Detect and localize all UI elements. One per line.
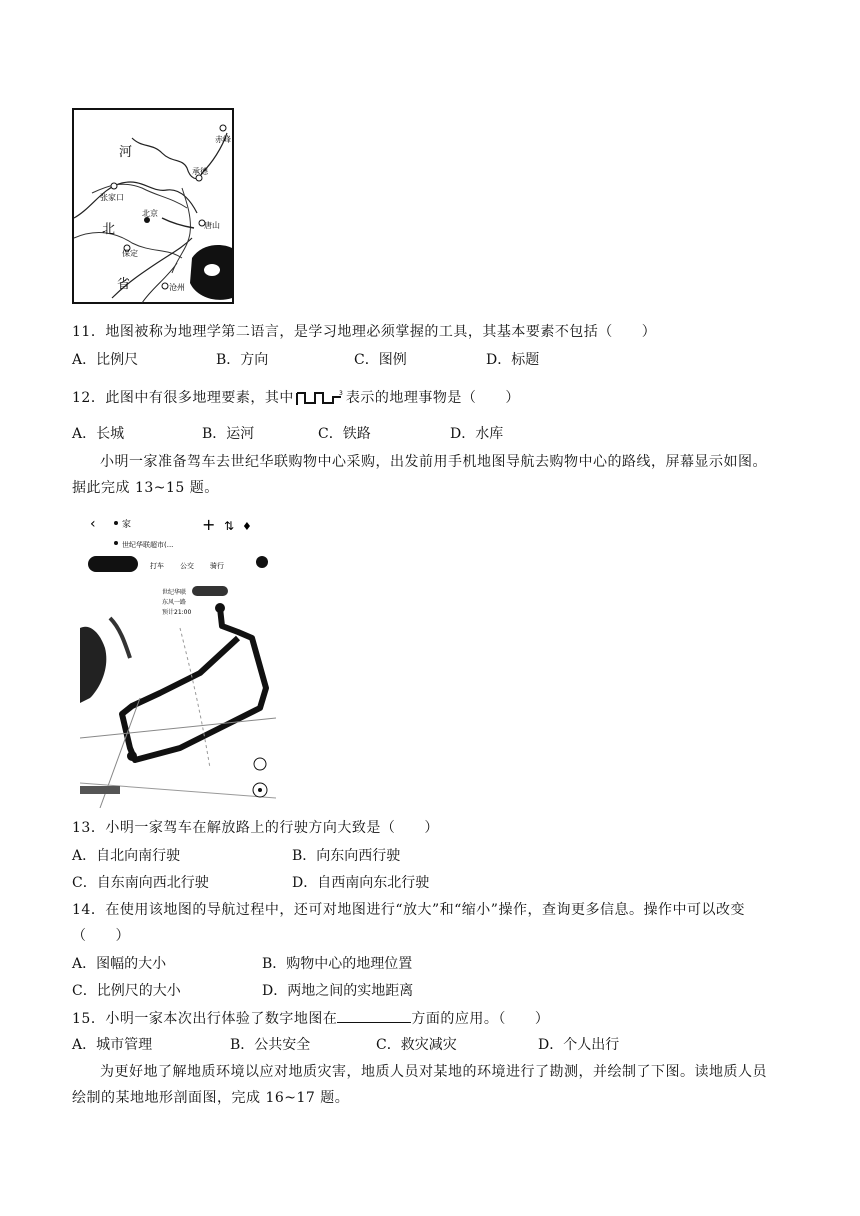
voice-icon: ♦ bbox=[242, 520, 252, 533]
q12-option-c: C．铁路 bbox=[318, 426, 371, 442]
svg-text:3: 3 bbox=[338, 390, 344, 397]
mode-bike: 骑行 bbox=[210, 562, 224, 570]
q14-option-c: C．比例尺的大小 bbox=[72, 983, 181, 999]
q15-option-a: A．城市管理 bbox=[72, 1037, 153, 1053]
q14-option-d: D．两地之间的实地距离 bbox=[262, 983, 414, 999]
map-label-bei: 北 bbox=[102, 222, 116, 237]
map-label-cangzhou: 沧州 bbox=[169, 283, 185, 292]
q11-stem: 11．地图被称为地理学第二语言，是学习地理必须掌握的工具，其基本要素不包括（ ） bbox=[72, 324, 657, 340]
callout-line1: 世纪华联 bbox=[162, 589, 187, 596]
mode-taxi: 打车 bbox=[150, 562, 164, 570]
hebei-map-figure bbox=[72, 108, 234, 304]
q12-stem bbox=[72, 388, 520, 408]
back-arrow-icon: ‹ bbox=[90, 516, 96, 532]
q12-option-b: B．运河 bbox=[202, 426, 255, 442]
map-label-tangshan: 唐山 bbox=[204, 221, 220, 230]
swap-icon: ⇅ bbox=[224, 519, 235, 533]
map-label-baoding: 保定 bbox=[122, 249, 138, 258]
q12-stem-after: 表示的地理事物是（ ） bbox=[345, 390, 520, 406]
q14-option-b: B．购物中心的地理位置 bbox=[262, 956, 413, 972]
q14-stem-line1: 14．在使用该地图的导航过程中，还可对地图进行“放大”和“缩小”操作，查询更多信息。操作中可以改变 bbox=[72, 902, 745, 918]
navigation-map-figure bbox=[80, 508, 276, 808]
q15-option-c: C．救灾减灾 bbox=[376, 1037, 457, 1053]
q13-option-c: C．自东南向西北行驶 bbox=[72, 875, 209, 891]
q13-option-b: B．向东向西行驶 bbox=[292, 848, 401, 864]
great-wall-symbol-icon bbox=[295, 389, 345, 407]
intro13-line2: 据此完成 13~15 题。 bbox=[72, 480, 219, 496]
map-label-he: 河 bbox=[119, 145, 133, 160]
intro16-line1: 为更好地了解地质环境以应对地质灾害，地质人员对某地的环境进行了勘测，并绘制了下图。读地质人员 bbox=[100, 1064, 767, 1080]
mode-bus: 公交 bbox=[180, 562, 194, 570]
route-origin-label: 家 bbox=[122, 520, 132, 530]
q15-stem-after: 方面的应用。（ ） bbox=[411, 1011, 550, 1027]
q11-option-a: A．比例尺 bbox=[72, 352, 139, 368]
callout-line3: 预计21:00 bbox=[162, 609, 192, 616]
q11-option-d: D．标题 bbox=[486, 352, 540, 368]
q13-option-d: D．自西南向东北行驶 bbox=[292, 875, 430, 891]
map-label-chengde: 承德 bbox=[192, 167, 208, 176]
intro16-line2: 绘制的某地地形剖面图，完成 16~17 题。 bbox=[72, 1090, 350, 1106]
q15-blank bbox=[337, 1008, 411, 1023]
q12-stem-before: 12．此图中有很多地理要素，其中 bbox=[72, 390, 294, 406]
route-destination-label: 世纪华联超市(... bbox=[122, 541, 174, 549]
q13-stem: 13．小明一家驾车在解放路上的行驶方向大致是（ ） bbox=[72, 820, 439, 836]
q14-stem-line2: （ ） bbox=[72, 928, 130, 944]
map-label-beijing: 北京 bbox=[142, 209, 158, 218]
map-label-chifeng: 赤峰 bbox=[215, 135, 231, 144]
callout-line2: 东风一路 bbox=[162, 599, 187, 606]
q12-option-d: D．水库 bbox=[450, 426, 504, 442]
q12-option-a: A．长城 bbox=[72, 426, 125, 442]
q11-option-c: C．图例 bbox=[354, 352, 407, 368]
q15-stem-before: 15．小明一家本次出行体验了数字地图在 bbox=[72, 1011, 338, 1027]
q15-option-b: B．公共安全 bbox=[230, 1037, 311, 1053]
q15-option-d: D．个人出行 bbox=[538, 1037, 620, 1053]
map-label-zhangjiakou: 张家口 bbox=[100, 193, 124, 202]
q13-option-a: A．自北向南行驶 bbox=[72, 848, 181, 864]
map-label-sheng: 省 bbox=[117, 277, 131, 292]
q11-option-b: B．方向 bbox=[216, 352, 269, 368]
q14-option-a: A．图幅的大小 bbox=[72, 956, 167, 972]
intro13-line1: 小明一家准备驾车去世纪华联购物中心采购，出发前用手机地图导航去购物中心的路线，屏幕显示如图。 bbox=[100, 454, 767, 470]
add-waypoint-icon: + bbox=[202, 515, 216, 534]
q15-stem bbox=[72, 1008, 549, 1029]
